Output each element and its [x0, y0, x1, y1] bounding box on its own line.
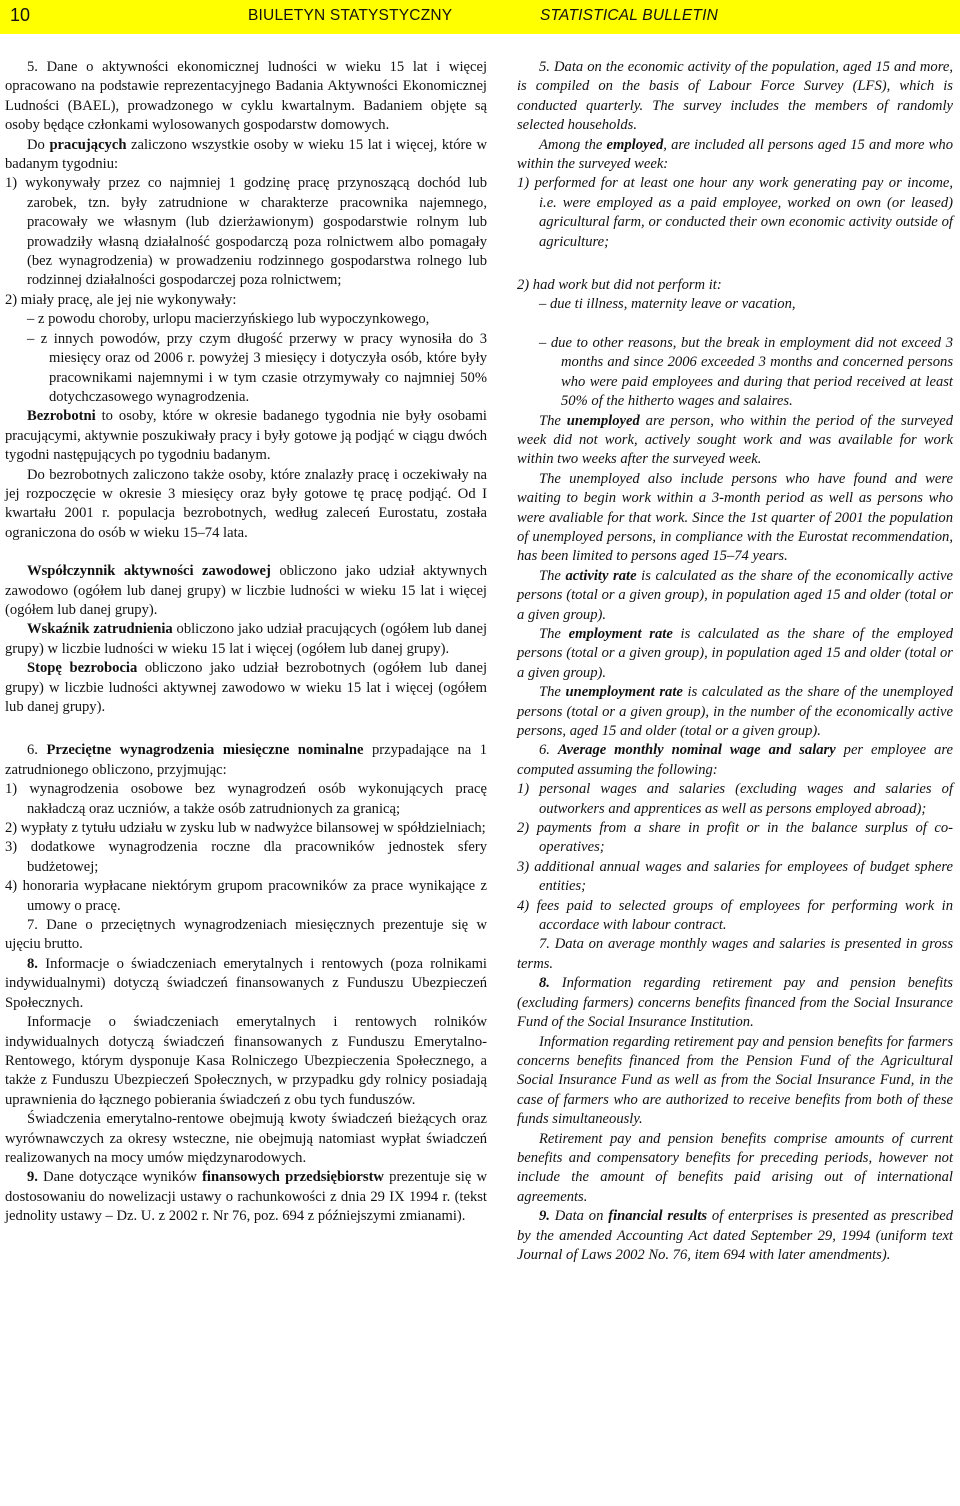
english-paragraph: Among the employed, are included all persons aged 15 and more who within the surveyed week:: [517, 136, 953, 173]
english-paragraph: The unemployed also include persons who have found and were waiting to begin work within a 3-month period as well as persons who were avaliable for that work. Since the 1st quarter of 2001 the population of unemployed persons, in compliance with the Eurostat recommendation, has been limited to persons aged 15–74 years.: [517, 470, 953, 565]
polish-paragraph: Stopę bezrobocia obliczono jako udział bezrobotnych (ogółem lub danej grupy) w liczbie ludności aktywnej zawodowo w wieku 15 lat i więcej (ogółem lub danej grupy).: [5, 660, 487, 715]
polish-paragraph: Świadczenia emerytalno-rentowe obejmują kwoty świadczeń bieżących oraz wyrównawczych za okresy wsteczne, nie obejmują natomiast wypłat świadczeń realizowanych na mocy umów międzynarodowych.: [5, 1111, 487, 1166]
polish-paragraph: Do bezrobotnych zaliczono także osoby, które znalazły pracę i oczekiwały na jej rozpoczęcie w okresie 3 miesięcy oraz były gotowe tę pracę podjąć. Od I kwartału 2001 r. populacja bezrobotnych, według zaleceń Eurostatu, została ograniczona do osób w wieku 15–74 lata.: [5, 466, 487, 541]
english-paragraph: Information regarding retirement pay and pension benefits for farmers concerns benefits financed from the Pension Fund of the Agricultural Social Insurance Fund as well as from the Social Insurance Fund, in the case of farmers who are authorized to receive benefits from both of these funds simultaneously.: [517, 1033, 953, 1128]
english-paragraph: 6. Average monthly nominal wage and salary per employee are computed assuming the following:: [517, 742, 953, 778]
polish-paragraph: 2) miały pracę, ale jej nie wykonywały:: [5, 291, 237, 308]
english-paragraph: 2) had work but did not perform it:: [517, 277, 722, 294]
english-paragraph: 1) personal wages and salaries (excluding wages and salaries of outworkers and apprentices as well as persons employed abroad);: [517, 781, 953, 817]
english-paragraph: 3) additional annual wages and salaries for employees of budget sphere entities;: [517, 858, 953, 895]
polish-paragraph: 3) dodatkowe wynagrodzenia roczne dla pracowników jednostek sfery budżetowej;: [5, 839, 487, 875]
polish-paragraph: 5. Dane o aktywności ekonomicznej ludności w wieku 15 lat i więcej opracowano na podstawie reprezentacyjnego Badania Aktywności Ekonomicznej Ludności (BAEL), prowadzonego w cyklu kwartalnym. Badaniem objęte są osoby będące członkami wylosowanych gospodarstw domowych.: [5, 59, 487, 134]
english-paragraph: The unemployed are person, who within the period of the surveyed week did not work, actively sought work and was available for work within two weeks after the surveyed week.: [517, 412, 953, 468]
english-paragraph: The activity rate is calculated as the share of the economically active persons (total or a given group), in population aged 15 and older (total or a given group).: [517, 567, 953, 623]
header-title-polish: BIULETYN STATYSTYCZNY: [248, 7, 453, 24]
polish-paragraph: – z innych powodów, przy czym długość przerwy w pracy wynosiła do 3 miesięcy oraz od 2006 r. powyżej 3 miesięcy i dotyczyła osób, które były pracownikami najemnymi i w tym czasie otrzymywały co najmniej 50% dotychczasowego wynagrodzenia.: [27, 330, 487, 405]
english-paragraph: – due to other reasons, but the break in employment did not exceed 3 months and since 2006 exceeded 3 months and concerned persons who were paid employees and during that period received at least 50% of the hitherto wages and salaires.: [539, 334, 953, 410]
page-header: [0, 0, 960, 34]
polish-paragraph: Bezrobotni to osoby, które w okresie badanego tygodnia nie były osobami pracującymi, aktywnie poszukiwały pracy i były gotowe ją podjąć w ciągu dwóch tygodni następujących po tygodniu badanym.: [5, 408, 487, 464]
english-paragraph: 2) payments from a share in profit or in the balance surplus of co-operatives;: [517, 820, 953, 856]
english-paragraph: Retirement pay and pension benefits comprise amounts of current benefits and compensatory benefits for preceding periods, however not include the amount of benefits paid arising out of international agreements.: [517, 1130, 953, 1205]
polish-paragraph: Informacje o świadczeniach emerytalnych i rentowych rolników indywidualnych dotyczą świadczeń finansowanych z Funduszu Emerytalno-Rentowego, którym dysponuje Kasa Rolniczego Ubezpieczenia Społecznego, a także z Funduszu Ubezpieczeń Społecznych, w przypadku gdy rolnicy posiadają uprawnienia do łącznego pobierania świadczeń z obu tych funduszów.: [5, 1014, 487, 1108]
english-paragraph: – due ti illness, maternity leave or vacation,: [539, 296, 796, 313]
english-paragraph: The unemployment rate is calculated as the share of the unemployed persons (total or a given group), in the number of the economically active persons, aged 15 and older (total or a given group).: [517, 684, 953, 739]
english-paragraph: 4) fees paid to selected groups of employees for performing work in accordace with labour contract.: [517, 897, 953, 934]
polish-paragraph: 7. Dane o przeciętnych wynagrodzeniach miesięcznych prezentuje się w ujęciu brutto.: [5, 917, 487, 953]
polish-paragraph: 4) honoraria wypłacane niektórym grupom pracowników za prace wynikające z umowy o pracę.: [5, 878, 487, 914]
english-paragraph: 5. Data on the economic activity of the population, aged 15 and more, is compiled on the basis of Labour Force Survey (LFS), which is conducted quarterly. The survey includes the members of randomly selected households.: [517, 59, 953, 134]
polish-paragraph: 2) wypłaty z tytułu udziału w zysku lub w nadwyżce bilansowej w spółdzielniach;: [5, 820, 486, 837]
header-title-english: STATISTICAL BULLETIN: [540, 7, 718, 24]
polish-paragraph: 9. Dane dotyczące wyników finansowych przedsiębiorstw prezentuje się w dostosowaniu do nowelizacji ustawy o rachunkowości z dnia 29 IX 1994 r. (tekst jednolity ustawy – Dz. U. z 2002 r. Nr 76, poz. 694 z późniejszymi zmianami).: [5, 1169, 487, 1225]
polish-text-column: [5, 58, 487, 1227]
english-paragraph: 8. Information regarding retirement pay and pension benefits (excluding farmers) concerns benefits financed from the Social Insurance Fund of the Social Insurance Institution.: [517, 975, 953, 1031]
polish-paragraph: Współczynnik aktywności zawodowej obliczono jako udział aktywnych zawodowo (ogółem lub danej grupy) w liczbie ludności w wieku 15 lat i więcej (ogółem lub danej grupy).: [5, 563, 488, 618]
polish-paragraph: 1) wynagrodzenia osobowe bez wynagrodzeń osób wykonujących pracę nakładczą oraz uczniów, a także osób zatrudnionych za granicą;: [5, 781, 487, 817]
english-text-column: [517, 58, 953, 1265]
english-paragraph: 9. Data on financial results of enterprises is presented as prescribed by the amended Accounting Act dated September 29, 1994 (uniform text Journal of Laws 2002 No. 76, item 694 with later amendments).: [517, 1208, 953, 1263]
polish-paragraph: Wskaźnik zatrudnienia obliczono jako udział pracujących (ogółem lub danej grupy) w liczbie ludności w wieku 15 lat i więcej (ogółem lub danej grupy).: [5, 621, 488, 657]
polish-paragraph: 6. Przeciętne wynagrodzenia miesięczne nominalne przypadające na 1 zatrudnionego obliczono, przyjmując:: [5, 742, 488, 778]
polish-paragraph: – z powodu choroby, urlopu macierzyńskiego lub wypoczynkowego,: [27, 311, 430, 328]
polish-paragraph: Do pracujących zaliczono wszystkie osoby w wieku 15 lat i więcej, które w badanym tygodniu:: [5, 136, 487, 173]
polish-paragraph: 8. Informacje o świadczeniach emerytalnych i rentowych (poza rolnikami indywidualnymi) dotyczą świadczeń finansowanych z Funduszu Ubezpieczeń Społecznych.: [5, 955, 487, 1011]
english-paragraph: The employment rate is calculated as the share of the employed persons (total or a given group), in population aged 15 and older (total or a given group).: [517, 625, 953, 681]
page-number: 10: [10, 5, 31, 25]
polish-paragraph: 1) wykonywały przez co najmniej 1 godzinę pracę przynoszącą dochód lub zarobek, tzn. były zatrudnione w charakterze pracownika najemnego, pracowały we własnym (lub dzierżawionym) gospodarstwie rolnym lub prowadziły własną działalność gospodarczą poza rolnictwem albo pomagały (bez wynagrodzenia) w prowadzeniu rodzinnego gospodarstwa rolnego lub rodzinnej działalności gospodarczej poza rolnictwem;: [5, 175, 487, 289]
english-paragraph: 7. Data on average monthly wages and salaries is presented in gross terms.: [517, 936, 953, 972]
english-paragraph: 1) performed for at least one hour any work generating pay or income, i.e. were employed as a paid employee, worked on own (or leased) agricultural farm, or conducted their own economic activity outside of agriculture;: [517, 175, 953, 250]
